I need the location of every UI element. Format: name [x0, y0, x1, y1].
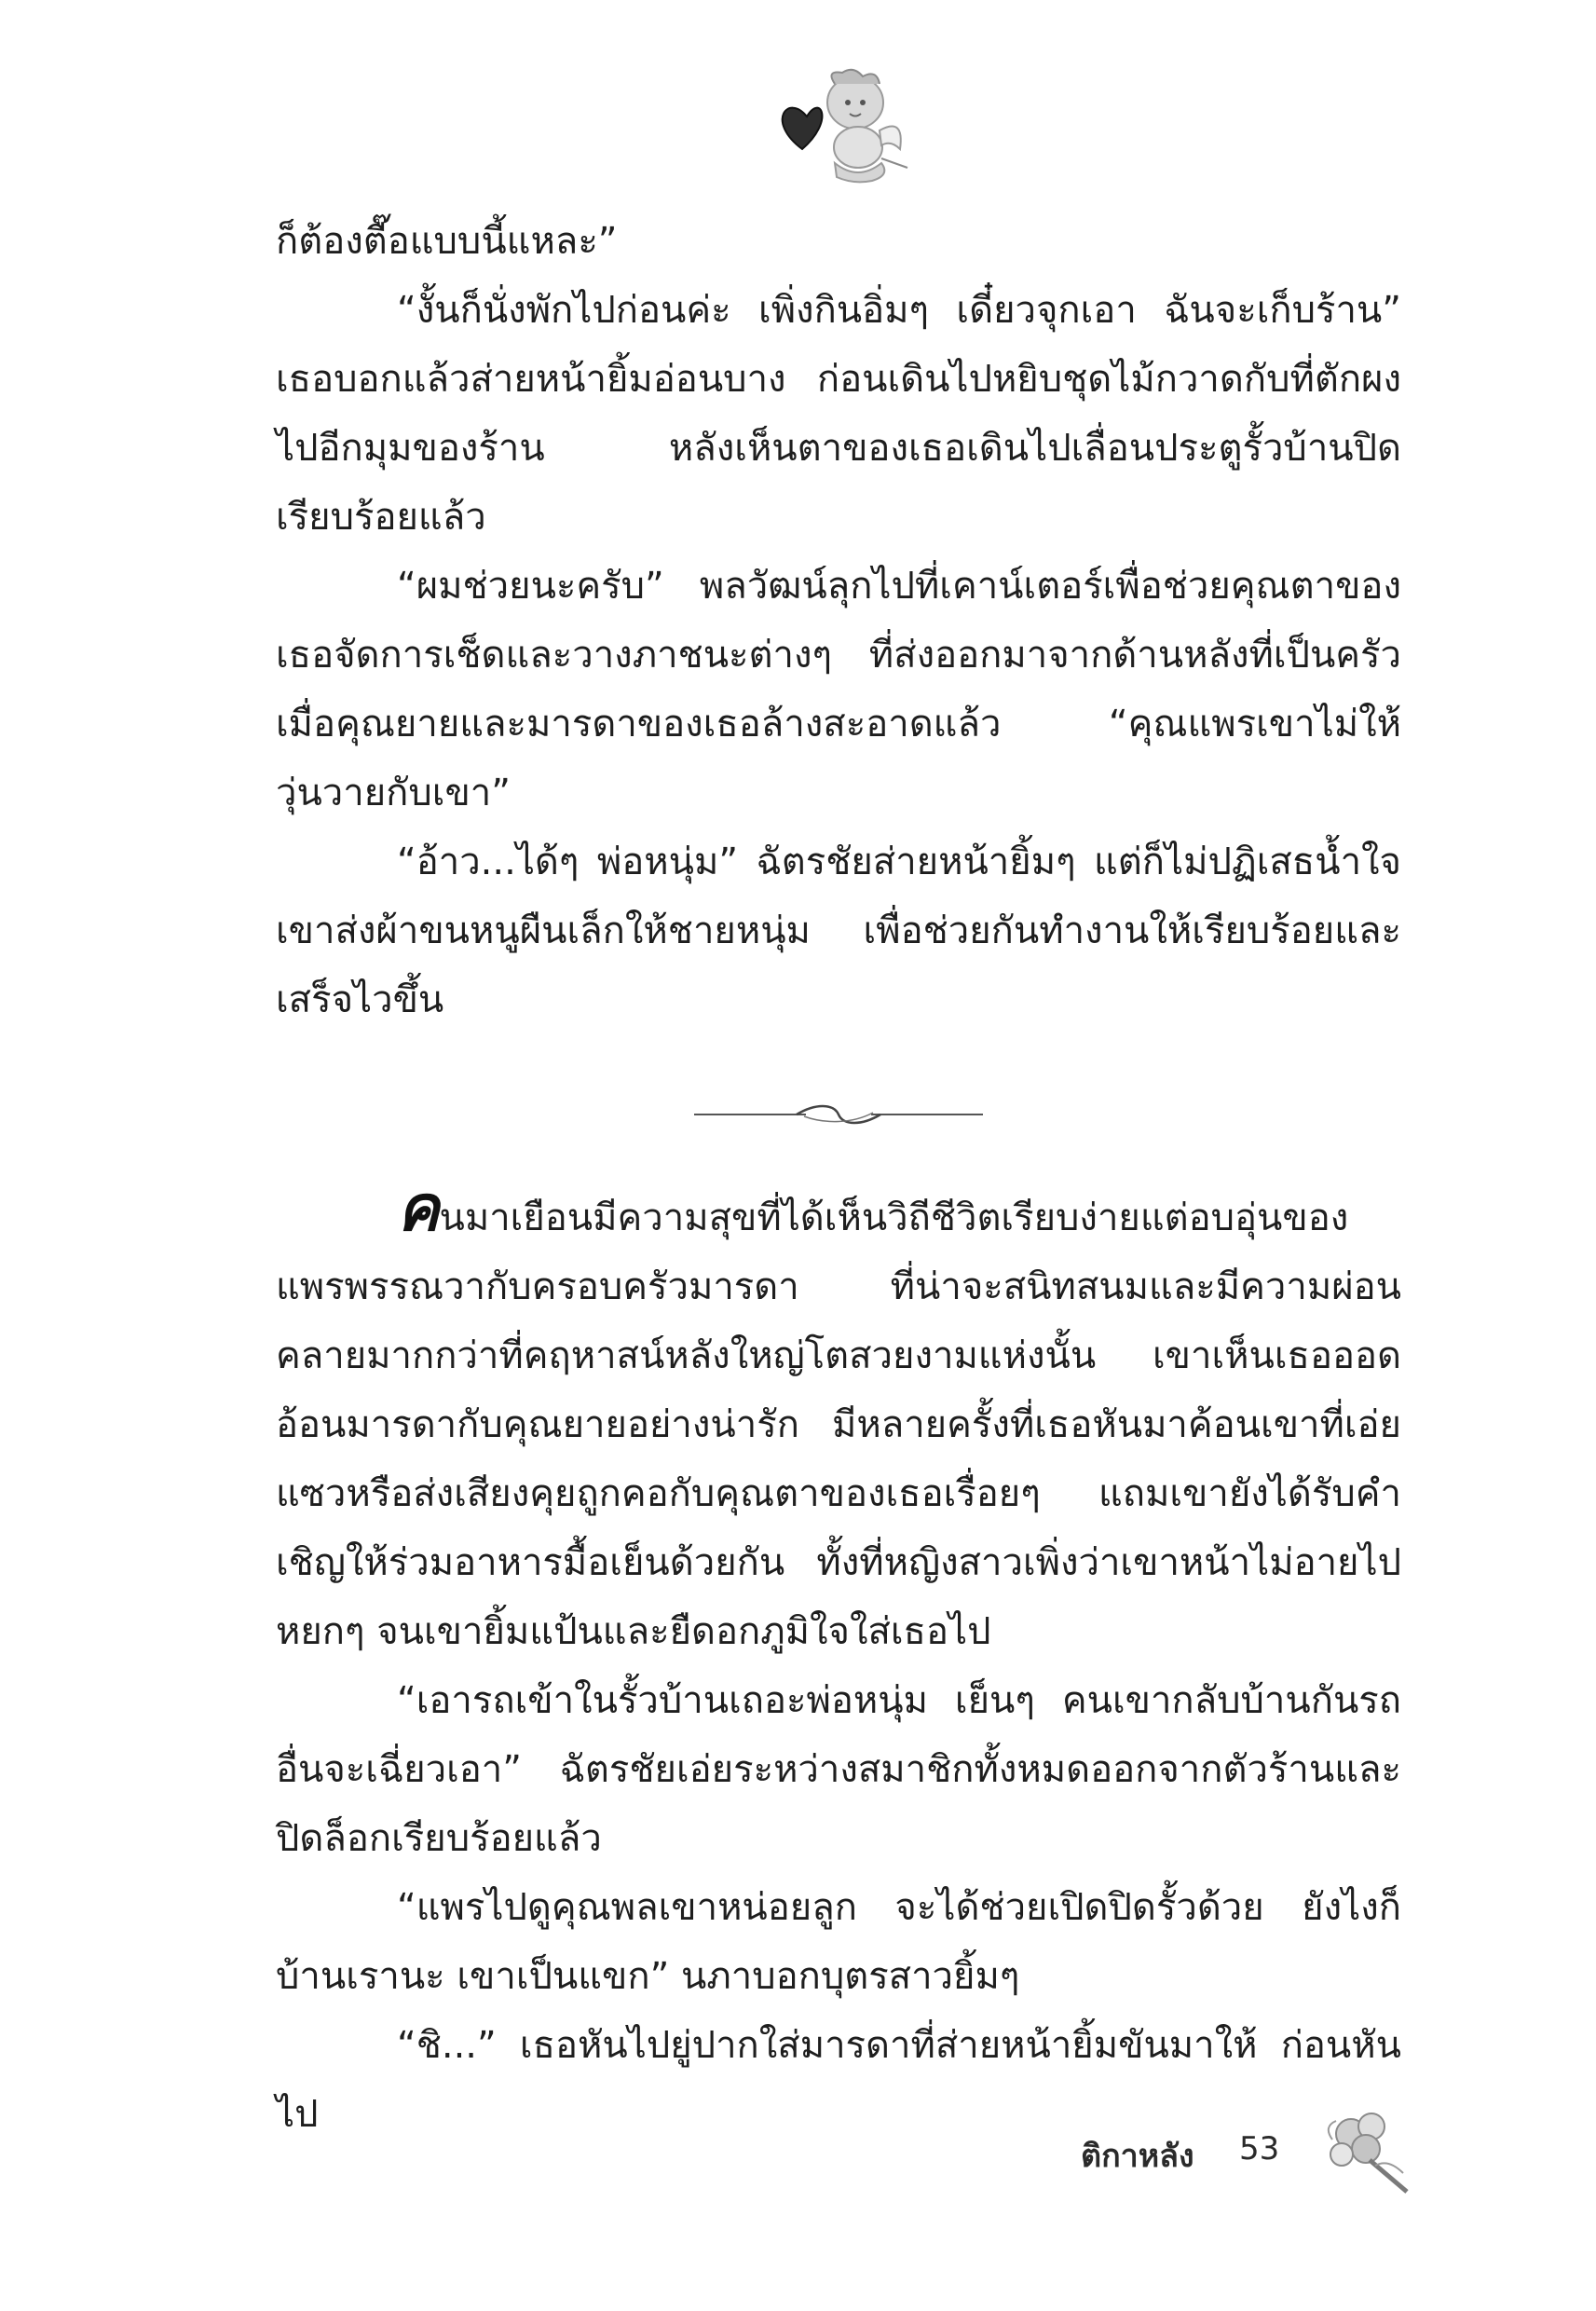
decorative-divider: [694, 1096, 983, 1133]
paragraph-1: ก็ต้องตื๊อแบบนี้แหละ”: [276, 220, 618, 263]
book-title: ติกาหลัง: [1081, 2138, 1194, 2175]
paragraph-7: “แพรไปดูคุณพลเขาหน่อยลูก จะได้ช่วยเปิดปิดรั้วด้วย ยังไงก็บ้านเรานะ เขาเป็นแขก” นภาบอกบุตรสาวยิ้มๆ: [276, 1886, 1401, 1998]
paragraph-3: “ผมช่วยนะครับ” พลวัฒน์ลุกไปที่เคาน์เตอร์เพื่อช่วยคุณตาของเธอจัดการเช็ดและวางภาชนะต่างๆ ที่ส่งออกมาจากด้านหลังที่เป็นครัว เมื่อคุณยายและมารดาของเธอล้างสะอาดแล้ว “คุณแพรเขาไม่ให้วุ่นวายกับเขา”: [276, 565, 1401, 814]
text-block-top: [276, 207, 1401, 1034]
paragraph-8: “ชิ...” เธอหันไปยู่ปากใส่มารดาที่ส่ายหน้ายิ้มขันมาให้ ก่อนหันไป: [276, 2024, 1401, 2136]
paragraph-5-text: นมาเยือนมีความสุขที่ได้เห็นวิถีชีวิตเรียบง่ายแต่อบอุ่นของแพรพรรณวากับครอบครัวมารดา ที่น่าจะสนิทสนมและมีความผ่อนคลายมากกว่าที่คฤหาสน์หลังใหญ่โตสวยงามแห่งนั้น เขาเห็นเธอออดอ้อนมารดากับคุณยายอย่างน่ารัก มีหลายครั้งที่เธอหันมาค้อนเขาที่เอ่ยแซวหรือส่งเสียงคุยถูกคอกับคุณตาของเธอเรื่อยๆ แถมเขายังได้รับคำเชิญให้ร่วมอาหารมื้อเย็นด้วยกัน ทั้งที่หญิงสาวเพิ่งว่าเขาหน้าไม่อายไปหยกๆ จนเขายิ้มแป้นและยืดอกภูมิใจใส่เธอไป: [276, 1197, 1401, 1653]
paragraph-2: “งั้นก็นั่งพักไปก่อนค่ะ เพิ่งกินอิ่มๆ เดี๋ยวจุกเอา ฉันจะเก็บร้าน” เธอบอกแล้วส่ายหน้ายิ้มอ่อนบาง ก่อนเดินไปหยิบชุดไม้กวาดกับที่ตักผงไปอีกมุมของร้าน หลังเห็นตาของเธอเดินไปเลื่อนประตูรั้วบ้านปิดเรียบร้อยแล้ว: [276, 289, 1401, 539]
flower-bouquet-icon: [1314, 2099, 1416, 2201]
paragraph-6: “เอารถเข้าในรั้วบ้านเถอะพ่อหนุ่ม เย็นๆ คนเขากลับบ้านกันรถอื่นจะเฉี่ยวเอา” ฉัตรชัยเอ่ยระหว่างสมาชิกทั้งหมดออกจากตัวร้านและปิดล็อกเรียบร้อยแล้ว: [276, 1679, 1401, 1860]
cupid-with-heart-icon: [770, 65, 909, 186]
drop-cap: ค: [397, 1172, 440, 1246]
paragraph-5: [276, 1172, 1401, 1666]
page-number: 53: [1239, 2130, 1280, 2167]
paragraph-4: “อ้าว...ได้ๆ พ่อหนุ่ม” ฉัตรชัยส่ายหน้ายิ้มๆ แต่ก็ไม่ปฏิเสธน้ำใจ เขาส่งผ้าขนหนูผืนเล็กให้ชายหนุ่ม เพื่อช่วยกันทำงานให้เรียบร้อยและเสร็จไวขึ้น: [276, 841, 1401, 1021]
text-block-bottom: [276, 1172, 1401, 2149]
